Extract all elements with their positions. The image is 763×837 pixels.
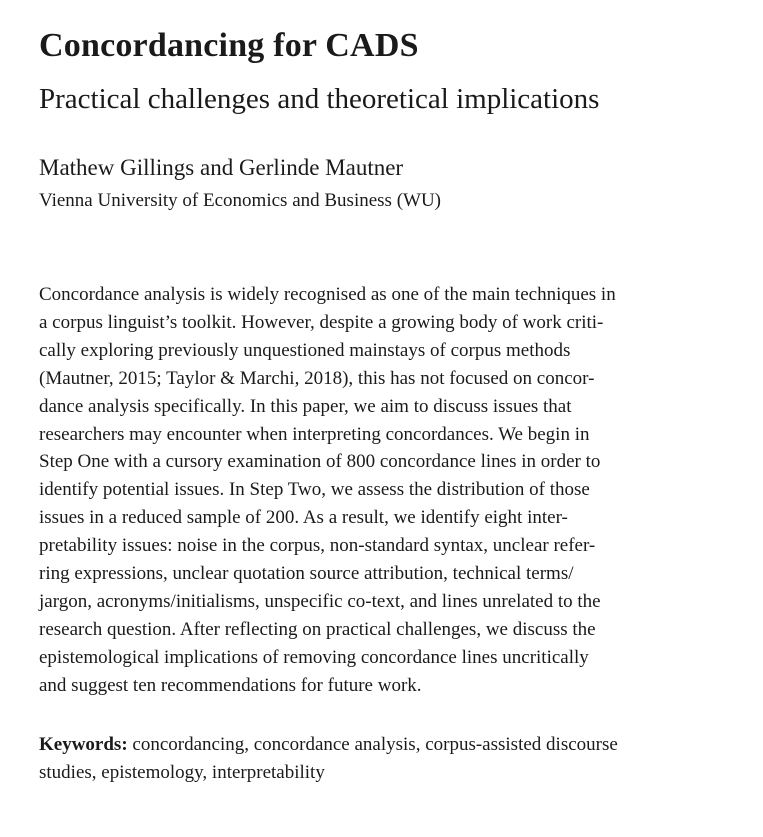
article-subtitle: Practical challenges and theoretical implications [39,83,600,115]
author-names: Mathew Gillings and Gerlinde Mautner [39,155,404,180]
abstract-line: cally exploring previously unquestioned mainstays of corpus methods [39,339,571,361]
abstract-line: and suggest ten recommendations for future work. [39,674,422,696]
article-title: Concordancing for CADS [39,27,419,64]
abstract-line: dance analysis specifically. In this paper, we aim to discuss issues that [39,395,572,417]
author-affiliation: Vienna University of Economics and Business (WU) [39,190,441,211]
abstract-line: pretability issues: noise in the corpus, non-standard syntax, unclear refer- [39,535,596,557]
keywords [39,731,719,787]
keywords-line-2: studies, epistemology, interpretability [39,761,325,783]
abstract-line: (Mautner, 2015; Taylor & Marchi, 2018), this has not focused on concor- [39,367,595,389]
abstract-line: researchers may encounter when interpreting concordances. We begin in [39,423,590,445]
abstract-line: Step One with a cursory examination of 800 concordance lines in order to [39,451,601,473]
abstract [39,281,709,700]
keywords-text: concordancing, concordance analysis, corpus-assisted discourse [127,734,618,755]
keywords-label: Keywords: [39,734,128,755]
abstract-line: a corpus linguist’s toolkit. However, despite a growing body of work criti- [39,311,604,333]
abstract-line: identify potential issues. In Step Two, we assess the distribution of those [39,479,590,501]
keywords-line-1 [39,731,719,759]
abstract-line: research question. After reflecting on practical challenges, we discuss the [39,618,596,640]
abstract-line: jargon, acronyms/initialisms, unspecific co-text, and lines unrelated to the [39,590,601,612]
abstract-line: ring expressions, unclear quotation source attribution, technical terms/ [39,563,574,585]
abstract-line: epistemological implications of removing concordance lines uncritically [39,646,589,668]
abstract-line: issues in a reduced sample of 200. As a result, we identify eight inter- [39,507,568,529]
abstract-line: Concordance analysis is widely recognised as one of the main techniques in [39,284,616,305]
